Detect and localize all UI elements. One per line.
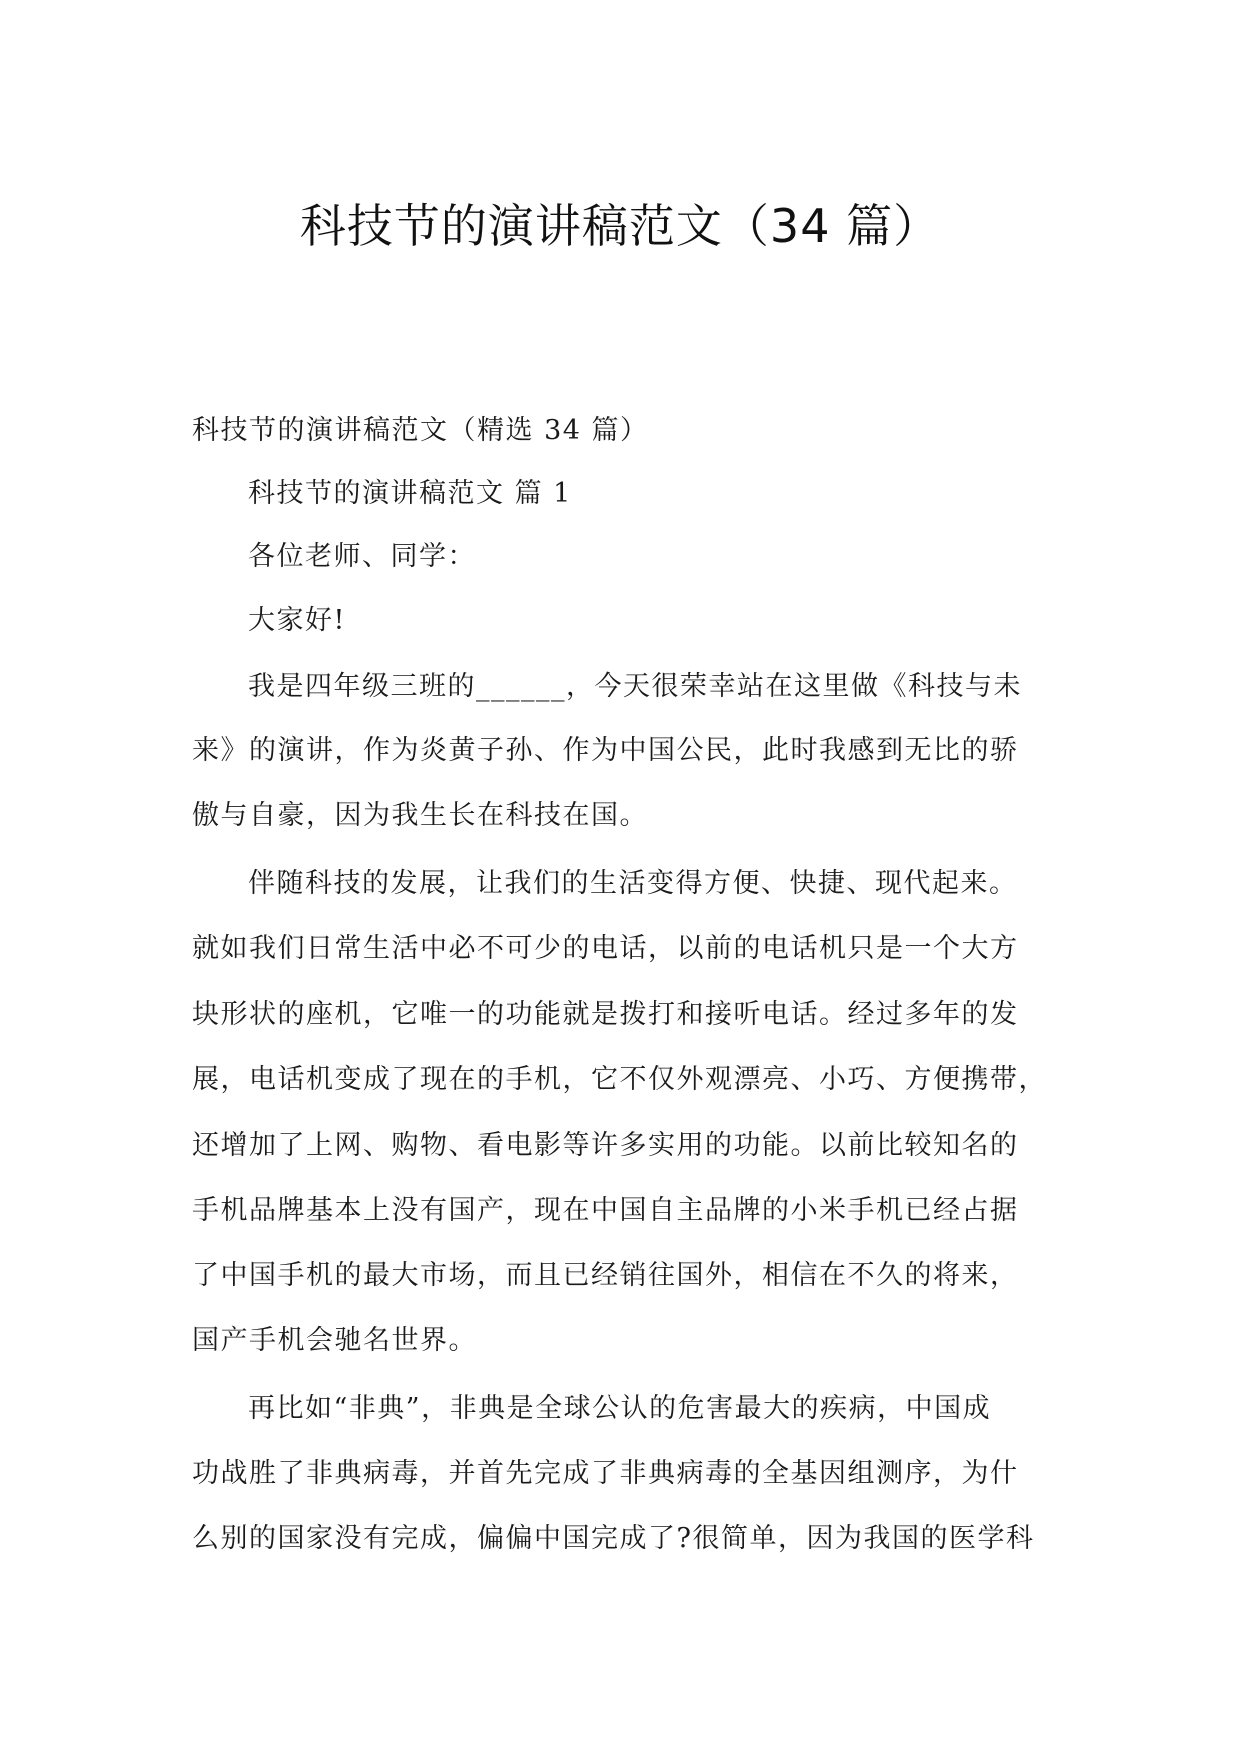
paragraph-line: 了中国手机的最大市场，而且已经销往国外，相信在不久的将来， <box>192 1260 1019 1291</box>
paragraph-line: 功战胜了非典病毒，并首先完成了非典病毒的全基因组测序，为什 <box>192 1458 1019 1489</box>
section-heading: 科技节的演讲稿范文 篇 1 <box>248 478 572 509</box>
paragraph-line: 还增加了上网、购物、看电影等许多实用的功能。以前比较知名的 <box>192 1130 1019 1161</box>
document-title: 科技节的演讲稿范文（34 篇） <box>299 199 941 253</box>
paragraph-line: 大家好! <box>248 605 346 636</box>
document-subtitle: 科技节的演讲稿范文（精选 34 篇） <box>192 415 649 446</box>
paragraph-line: 就如我们日常生活中必不可少的电话，以前的电话机只是一个大方 <box>192 933 1019 964</box>
paragraph-line: 各位老师、同学： <box>248 541 476 572</box>
paragraph-line: 块形状的座机，它唯一的功能就是拨打和接听电话。经过多年的发 <box>192 999 1019 1030</box>
paragraph-line: 来》的演讲，作为炎黄子孙、作为中国公民，此时我感到无比的骄 <box>192 735 1019 766</box>
paragraph-line: 手机品牌基本上没有国产，现在中国自主品牌的小米手机已经占据 <box>192 1195 1019 1226</box>
paragraph-line: 再比如“非典”，非典是全球公认的危害最大的疾病，中国成 <box>248 1393 992 1424</box>
paragraph-line: 傲与自豪，因为我生长在科技在国。 <box>192 800 648 831</box>
paragraph-line: 么别的国家没有完成，偏偏中国完成了?很简单，因为我国的医学科 <box>192 1523 1035 1554</box>
paragraph-line: 展，电话机变成了现在的手机，它不仅外观漂亮、小巧、方便携带， <box>192 1064 1047 1095</box>
paragraph-line: 伴随科技的发展，让我们的生活变得方便、快捷、现代起来。 <box>248 868 1018 899</box>
paragraph-line: 国产手机会驰名世界。 <box>192 1325 477 1356</box>
paragraph-line: 我是四年级三班的______，今天很荣幸站在这里做《科技与未 <box>248 671 1022 702</box>
